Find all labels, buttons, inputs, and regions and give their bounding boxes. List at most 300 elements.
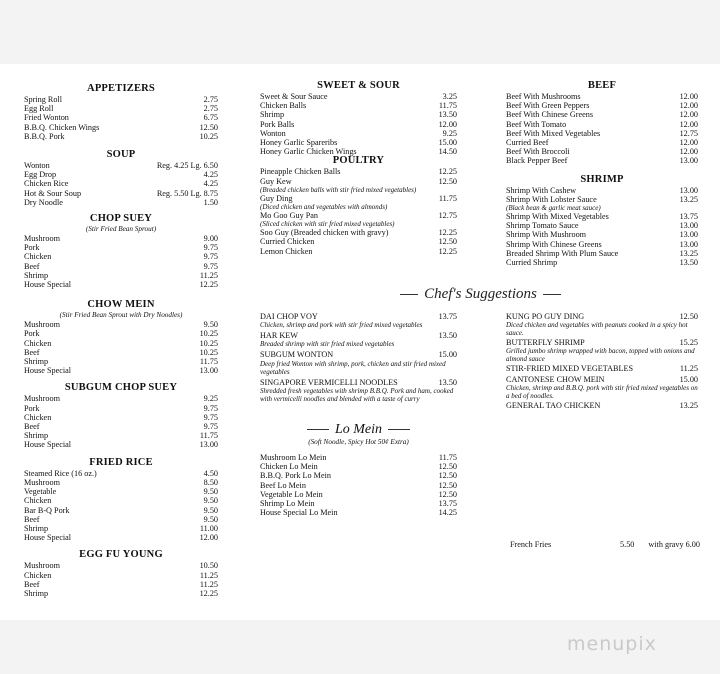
menu-item xyxy=(260,499,457,508)
item-price: 6.75 xyxy=(203,113,218,123)
menu-item xyxy=(24,394,218,403)
item-name: Dry Noodle xyxy=(24,197,63,207)
item-name: Chicken Balls xyxy=(260,101,307,111)
item-name: Mushroom xyxy=(24,394,60,404)
item-name: Mo Goo Guy Pan xyxy=(260,211,318,221)
menu-item xyxy=(24,234,218,243)
section-soup xyxy=(24,148,218,207)
menu-item xyxy=(24,104,218,113)
item-name: GENERAL TAO CHICKEN xyxy=(506,400,601,410)
section-title: CHOP SUEY xyxy=(89,213,153,225)
column-middle xyxy=(260,82,457,256)
item-price: 13.50 xyxy=(679,258,698,268)
menu-item xyxy=(24,366,218,375)
menu-item xyxy=(24,431,218,440)
menu-item xyxy=(24,515,218,524)
item-price: 4.25 xyxy=(203,179,218,189)
item-name: Egg Roll xyxy=(24,104,54,114)
item-price: 12.00 xyxy=(679,138,698,148)
item-price: 13.00 xyxy=(679,239,698,249)
item-name: Vegetable xyxy=(24,487,57,497)
item-price: 9.75 xyxy=(203,422,218,432)
item-price: 12.00 xyxy=(679,110,698,120)
menu-item xyxy=(24,580,218,589)
menu-item xyxy=(506,129,698,138)
menu-item xyxy=(24,252,218,261)
section-appetizers xyxy=(24,82,218,141)
column-left xyxy=(24,82,218,598)
menu-item xyxy=(260,462,457,471)
menu-item xyxy=(24,506,218,515)
item-name: Pork xyxy=(24,329,40,339)
menu-item xyxy=(506,240,698,249)
item-price: 13.00 xyxy=(679,230,698,240)
menu-item xyxy=(24,243,218,252)
item-name: Mushroom xyxy=(24,320,60,330)
chef-item xyxy=(260,350,457,359)
item-name: Chicken xyxy=(24,496,52,506)
menu-item xyxy=(260,237,457,246)
menu-item xyxy=(24,357,218,366)
item-price: 14.25 xyxy=(438,508,457,518)
item-price: 15.00 xyxy=(438,138,457,148)
menu-item xyxy=(260,120,457,129)
menu-item xyxy=(506,186,698,195)
chef-suggestions-title: Chef's Suggestions xyxy=(388,286,573,303)
item-description: Chicken, shrimp and pork with stir fried mixed vegetables xyxy=(260,321,423,330)
french-fries-row xyxy=(510,540,700,549)
item-price: 10.50 xyxy=(199,561,218,571)
item-price: 12.50 xyxy=(438,480,457,490)
menu-item xyxy=(24,487,218,496)
item-name: Mushroom xyxy=(24,234,60,244)
item-name: Steamed Rice (16 oz.) xyxy=(24,468,97,478)
menu-item xyxy=(24,348,218,357)
item-price: 13.00 xyxy=(199,366,218,376)
item-price: 13.50 xyxy=(438,377,457,387)
item-name: Chicken xyxy=(24,570,52,580)
menu-item xyxy=(24,496,218,505)
item-price: 12.50 xyxy=(199,122,218,132)
item-name: Pork xyxy=(24,403,40,413)
menu-item xyxy=(506,138,698,147)
item-price: 12.50 xyxy=(679,312,698,321)
menu-item xyxy=(24,469,218,478)
menu-item xyxy=(24,422,218,431)
menu-item xyxy=(260,471,457,480)
menu-item xyxy=(506,92,698,101)
item-price: 9.50 xyxy=(203,487,218,497)
item-name: Chicken Lo Mein xyxy=(260,462,318,472)
menu-item xyxy=(24,524,218,533)
menu-item xyxy=(24,339,218,348)
item-price: 9.75 xyxy=(203,412,218,422)
item-name: Chicken xyxy=(24,252,52,262)
menu-item xyxy=(506,101,698,110)
menu-item xyxy=(24,132,218,141)
item-price: 12.00 xyxy=(679,101,698,111)
item-price: 4.50 xyxy=(203,468,218,478)
item-name: Mushroom Lo Mein xyxy=(260,453,327,462)
item-name: Beef With Broccoli xyxy=(506,147,570,157)
item-name: Wonton xyxy=(260,128,286,138)
chef-item xyxy=(506,312,698,321)
menu-item xyxy=(24,571,218,580)
menu-item xyxy=(24,280,218,289)
menu-item xyxy=(506,195,698,204)
item-price: 3.25 xyxy=(442,92,457,101)
item-name: Beef With Tomato xyxy=(506,119,567,129)
item-name: Shrimp With Mushroom xyxy=(506,230,587,240)
menu-item xyxy=(24,271,218,280)
item-price: 12.75 xyxy=(438,211,457,221)
item-price: Reg. 4.25 Lg. 6.50 xyxy=(156,161,218,171)
menu-item xyxy=(506,120,698,129)
item-price: 9.75 xyxy=(203,252,218,262)
item-price: 13.75 xyxy=(679,212,698,222)
item-name: House Special Lo Mein xyxy=(260,508,338,518)
menu-item xyxy=(24,113,218,122)
item-name: House Special xyxy=(24,366,72,376)
item-name: Beef xyxy=(24,347,40,357)
lo-mein-title xyxy=(260,422,457,438)
item-name: Fried Wonton xyxy=(24,113,69,123)
item-price: 4.25 xyxy=(203,170,218,180)
chef-item xyxy=(506,364,698,373)
item-price: 11.25 xyxy=(199,270,218,280)
item-price: 9.75 xyxy=(203,261,218,271)
item-name: Beef With Mushrooms xyxy=(506,92,581,101)
item-description: (Diced chicken and vegetables with almonds) xyxy=(260,203,388,212)
menu-item xyxy=(260,167,457,176)
section-fried_rice xyxy=(24,456,218,543)
item-price: 15.00 xyxy=(438,350,457,360)
item-price: 2.75 xyxy=(203,104,218,114)
item-name: Chicken Rice xyxy=(24,179,69,189)
menu-item xyxy=(24,95,218,104)
menu-item xyxy=(24,329,218,338)
menu-item xyxy=(506,156,698,165)
item-name: Shrimp xyxy=(24,270,49,280)
item-price: 11.25 xyxy=(199,579,218,589)
item-price: 12.25 xyxy=(438,228,457,238)
section-title: EGG FU YOUNG xyxy=(79,549,163,561)
item-price: 11.75 xyxy=(438,453,457,462)
item-name: Beef xyxy=(24,579,40,589)
item-name: Honey Garlic Chicken Wings xyxy=(260,147,357,157)
menu-item xyxy=(24,123,218,132)
menu-item xyxy=(506,230,698,239)
menu-item xyxy=(260,247,457,256)
menu-page xyxy=(0,64,720,620)
chef-item xyxy=(260,312,457,321)
item-description: Grilled jumbo shrimp wrapped with bacon, topped with onions and almond sauce xyxy=(506,347,695,364)
section-subgum xyxy=(24,381,218,449)
item-price: 13.00 xyxy=(679,221,698,231)
item-name: Shrimp With Lobster Sauce xyxy=(506,194,597,204)
section-title: SOUP xyxy=(106,149,136,161)
menu-item xyxy=(506,221,698,230)
menu-item xyxy=(260,194,457,203)
item-name: Pork Balls xyxy=(260,119,295,129)
section-poultry xyxy=(260,154,457,255)
section-title: BEEF xyxy=(587,80,617,91)
item-name: CANTONESE CHOW MEIN xyxy=(506,374,605,384)
section-chop_suey xyxy=(24,212,218,289)
item-name: Mushroom xyxy=(24,561,60,571)
item-name: Chicken xyxy=(24,338,52,348)
item-price: 11.25 xyxy=(679,364,698,374)
item-name: HAR KEW xyxy=(260,331,298,341)
item-name: Shrimp xyxy=(24,431,49,441)
item-name: Wonton xyxy=(24,161,50,171)
item-price: 9.50 xyxy=(203,505,218,515)
item-price: 11.75 xyxy=(199,431,218,441)
menu-item xyxy=(24,561,218,570)
menu-item xyxy=(24,404,218,413)
item-price: 12.25 xyxy=(199,280,218,290)
item-name: Shrimp With Mixed Vegetables xyxy=(506,212,609,222)
section-note: (Soft Noodle, Spicy Hot 50¢ Extra) xyxy=(308,438,409,446)
item-price: 10.25 xyxy=(199,338,218,348)
item-name: Egg Drop xyxy=(24,170,57,180)
menu-item xyxy=(260,490,457,499)
item-name: B.B.Q. Pork Lo Mein xyxy=(260,471,331,481)
menu-item xyxy=(260,138,457,147)
section-chow_mein xyxy=(24,298,218,375)
item-name: Chicken xyxy=(24,412,52,422)
item-name: Sweet & Sour Sauce xyxy=(260,92,328,101)
item-description: Shredded fresh vegetables with shrimp B.B.Q. Pork and ham, cooked with vermicelli noodles and blended with a taste of curry xyxy=(260,386,454,403)
item-name: House Special xyxy=(24,440,72,450)
menu-item xyxy=(506,147,698,156)
section-note: (Stir Fried Bean Sprout) xyxy=(85,225,157,234)
menu-item xyxy=(24,533,218,542)
item-price: 12.50 xyxy=(438,471,457,481)
item-price: 14.50 xyxy=(438,147,457,157)
item-price: 13.25 xyxy=(679,248,698,258)
item-name: Shrimp xyxy=(24,588,49,598)
item-name: Beef With Mixed Vegetables xyxy=(506,128,601,138)
item-price: 13.25 xyxy=(679,194,698,204)
item-price: 12.50 xyxy=(438,489,457,499)
menu-item xyxy=(506,258,698,267)
menu-item xyxy=(506,110,698,119)
item-description: (Black bean & garlic meat sauce) xyxy=(506,204,601,213)
item-price: 10.25 xyxy=(199,131,218,141)
item-name: Bar B-Q Pork xyxy=(24,505,70,515)
menu-item xyxy=(24,440,218,449)
menu-item xyxy=(24,170,218,179)
item-name: Pork xyxy=(24,243,40,253)
item-name: Shrimp Tomato Sauce xyxy=(506,221,579,231)
item-name: DAI CHOP VOY xyxy=(260,312,318,321)
menu-item xyxy=(260,453,457,462)
menu-item xyxy=(24,478,218,487)
item-price: 13.00 xyxy=(679,156,698,166)
menu-item xyxy=(260,177,457,186)
item-price: 9.75 xyxy=(203,403,218,413)
section-title: FRIED RICE xyxy=(89,456,153,468)
section-shrimp xyxy=(506,173,698,268)
item-price: 13.75 xyxy=(438,312,457,321)
item-price: 9.00 xyxy=(203,234,218,244)
french-fries-label: French Fries xyxy=(510,540,552,549)
section-note: (Stir Fried Bean Sprout with Dry Noodles) xyxy=(59,311,183,320)
section-title: SHRIMP xyxy=(580,173,624,185)
chef-right-list xyxy=(506,312,698,410)
item-price: 12.00 xyxy=(199,533,218,543)
french-fries-gravy: with gravy 6.00 xyxy=(648,540,700,549)
menu-item xyxy=(260,481,457,490)
item-price: 13.00 xyxy=(679,185,698,195)
item-price: 12.00 xyxy=(438,119,457,129)
item-name: Shrimp xyxy=(260,110,285,120)
section-title: CHOW MEIN xyxy=(87,299,155,311)
section-title: SUBGUM CHOP SUEY xyxy=(64,382,178,394)
item-price: 12.50 xyxy=(438,237,457,247)
item-price: 15.25 xyxy=(679,338,698,348)
item-name: Hot & Sour Soup xyxy=(24,188,82,198)
item-name: Curried Beef xyxy=(506,138,549,148)
item-price: 9.50 xyxy=(203,496,218,506)
item-name: Vegetable Lo Mein xyxy=(260,489,323,499)
menu-item xyxy=(260,211,457,220)
item-price: 10.25 xyxy=(199,347,218,357)
item-price: 12.00 xyxy=(679,119,698,129)
item-price: 12.50 xyxy=(438,462,457,472)
item-price: 13.25 xyxy=(679,400,698,410)
item-name: Beef xyxy=(24,261,40,271)
section-sweet_sour xyxy=(260,79,457,156)
item-price: 13.50 xyxy=(438,110,457,120)
item-price: 2.75 xyxy=(203,95,218,104)
item-price: 1.50 xyxy=(203,197,218,207)
menu-item xyxy=(24,589,218,598)
item-name: STIR-FRIED MIXED VEGETABLES xyxy=(506,364,634,374)
item-name: Shrimp xyxy=(24,523,49,533)
lo-mein-title-text: Lo Mein xyxy=(301,422,416,437)
item-description: (Breaded chicken balls with stir fried mixed vegetables) xyxy=(260,185,417,194)
lo-mein-section xyxy=(260,422,457,517)
menu-item xyxy=(260,228,457,237)
menu-item xyxy=(24,262,218,271)
item-price: 12.25 xyxy=(438,246,457,256)
item-price: 11.75 xyxy=(438,101,457,111)
item-description: (Sliced chicken with stir fried mixed vegetables) xyxy=(260,220,395,229)
item-name: B.B.Q. Pork xyxy=(24,131,65,141)
item-name: Honey Garlic Spareribs xyxy=(260,138,338,148)
menu-item xyxy=(24,179,218,188)
item-name: Curried Shrimp xyxy=(506,258,558,268)
item-price: 8.50 xyxy=(203,477,218,487)
item-name: Black Pepper Beef xyxy=(506,156,568,166)
item-price: 11.75 xyxy=(438,193,457,203)
menupix-watermark: menupix xyxy=(567,633,657,655)
item-name: Curried Chicken xyxy=(260,237,315,247)
item-name: KUNG PO GUY DING xyxy=(506,312,585,321)
item-name: Breaded Shrimp With Plum Sauce xyxy=(506,248,619,258)
item-name: Shrimp With Cashew xyxy=(506,185,577,195)
menu-item xyxy=(24,161,218,170)
item-name: Guy Ding xyxy=(260,193,293,203)
column-right xyxy=(506,82,698,267)
item-name: SINGAPORE VERMICELLI NOODLES xyxy=(260,377,398,387)
item-name: Pineapple Chicken Balls xyxy=(260,167,341,177)
section-title: POULTRY xyxy=(332,155,385,167)
chef-left-list xyxy=(260,312,457,403)
french-fries-price: 5.50 xyxy=(620,540,635,549)
chef-item xyxy=(506,401,698,410)
menu-item xyxy=(24,198,218,207)
item-description: Deep fried Wonton with shrimp, pork, chicken and stir fried mixed vegetables xyxy=(260,359,446,376)
item-description: Chicken, shrimp and B.B.Q. pork with stir fried mixed vegetables on a bed of noodles. xyxy=(506,383,698,400)
item-name: Beef With Green Peppers xyxy=(506,101,590,111)
menu-item xyxy=(24,320,218,329)
item-name: Beef With Chinese Greens xyxy=(506,110,594,120)
item-price: 9.50 xyxy=(203,320,218,330)
menu-item xyxy=(506,249,698,258)
menu-item xyxy=(260,92,457,101)
section-title: SWEET & SOUR xyxy=(317,80,400,91)
item-name: House Special xyxy=(24,533,72,543)
item-price: 12.00 xyxy=(679,92,698,101)
menu-item xyxy=(24,189,218,198)
item-name: Beef Lo Mein xyxy=(260,480,306,490)
section-beef xyxy=(506,79,698,166)
item-price: Reg. 5.50 Lg. 8.75 xyxy=(156,188,218,198)
chef-item xyxy=(506,375,698,384)
item-name: Guy Kew xyxy=(260,176,292,186)
item-name: Beef xyxy=(24,514,40,524)
item-price: 10.25 xyxy=(199,329,218,339)
item-name: Beef xyxy=(24,422,40,432)
item-name: Spring Roll xyxy=(24,95,62,104)
menu-item xyxy=(506,212,698,221)
menu-item xyxy=(260,129,457,138)
chef-item xyxy=(506,338,698,347)
item-price: 12.75 xyxy=(679,128,698,138)
item-price: 9.75 xyxy=(203,243,218,253)
item-price: 12.25 xyxy=(438,167,457,177)
item-price: 12.00 xyxy=(679,147,698,157)
item-price: 11.75 xyxy=(199,357,218,367)
section-title: APPETIZERS xyxy=(87,83,155,94)
item-price: 13.00 xyxy=(199,440,218,450)
item-name: Shrimp With Chinese Greens xyxy=(506,239,602,249)
item-price: 12.50 xyxy=(438,176,457,186)
chef-item xyxy=(260,331,457,340)
section-egg_fu xyxy=(24,548,218,598)
item-price: 9.25 xyxy=(442,128,457,138)
item-name: Shrimp Lo Mein xyxy=(260,499,315,509)
item-price: 13.75 xyxy=(438,499,457,509)
menu-item xyxy=(260,101,457,110)
item-price: 13.50 xyxy=(438,331,457,341)
item-name: SUBGUM WONTON xyxy=(260,350,334,360)
menu-item xyxy=(24,413,218,422)
item-name: Mushroom xyxy=(24,477,60,487)
item-name: BUTTERFLY SHRIMP xyxy=(506,338,585,348)
chef-item xyxy=(260,378,457,387)
lo-mein-items xyxy=(260,453,457,517)
item-price: 9.50 xyxy=(203,514,218,524)
item-name: House Special xyxy=(24,280,72,290)
item-name: B.B.Q. Chicken Wings xyxy=(24,122,100,132)
item-price: 11.25 xyxy=(199,570,218,580)
item-price: 15.00 xyxy=(679,374,698,384)
menu-item xyxy=(260,110,457,119)
